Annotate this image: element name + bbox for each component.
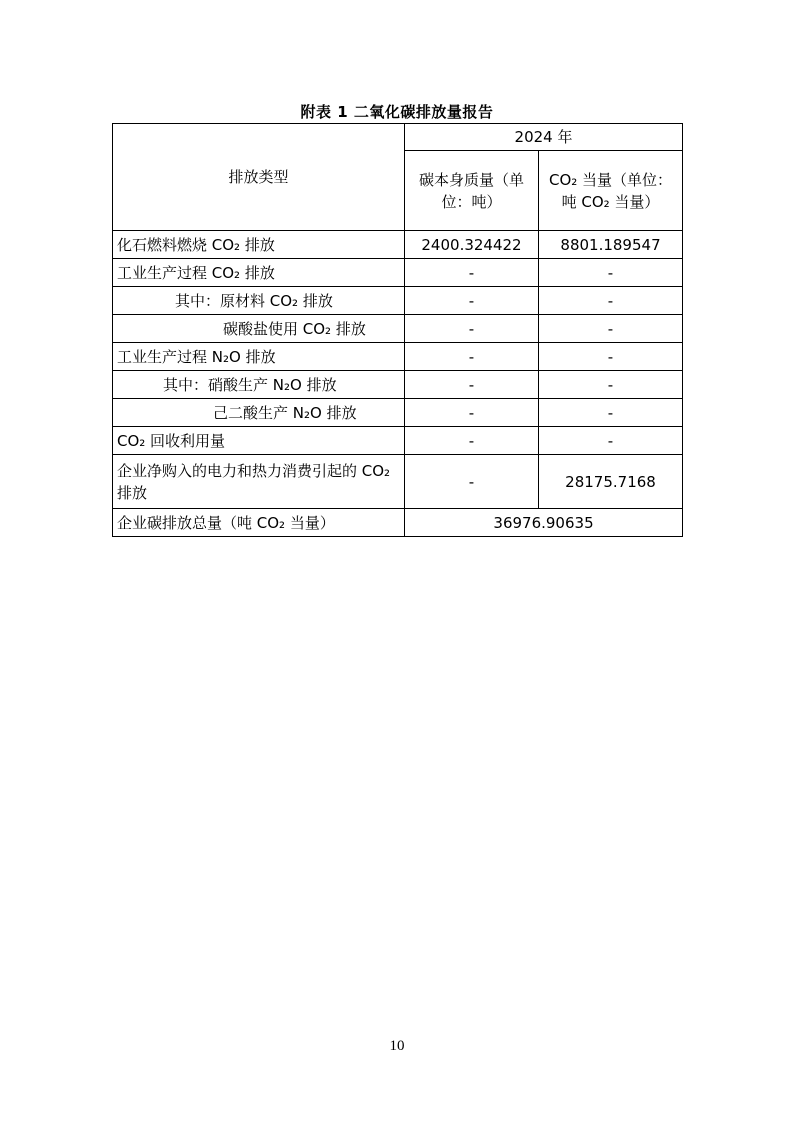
row-label: 企业净购入的电力和热力消费引起的 CO₂ 排放 [113,455,405,509]
year-header: 2024 年 [405,124,683,151]
equivalent-value: - [539,287,683,315]
table-row [113,315,683,343]
mass-value: - [405,259,539,287]
equivalent-column-header: CO₂ 当量（单位：吨 CO₂ 当量） [539,151,683,231]
table-row [113,343,683,371]
mass-column-header: 碳本身质量（单位：吨） [405,151,539,231]
equivalent-value: - [539,343,683,371]
mass-value: - [405,287,539,315]
table-row [113,399,683,427]
mass-value: - [405,371,539,399]
page-number: 10 [389,1038,405,1054]
equivalent-value: - [539,371,683,399]
total-label: 企业碳排放总量（吨 CO₂ 当量） [113,509,405,537]
row-label: 其中：硝酸生产 N₂O 排放 [113,371,405,399]
emissions-report-table [112,123,683,537]
equivalent-value: - [539,427,683,455]
row-label: CO₂ 回收利用量 [113,427,405,455]
row-label: 其中：原材料 CO₂ 排放 [113,287,405,315]
equivalent-value: - [539,259,683,287]
table-row [113,259,683,287]
row-label: 工业生产过程 N₂O 排放 [113,343,405,371]
equivalent-value: - [539,315,683,343]
table-row [113,287,683,315]
mass-value: - [405,455,539,509]
total-value: 36976.90635 [405,509,683,537]
row-label: 化石燃料燃烧 CO₂ 排放 [113,231,405,259]
mass-value: - [405,427,539,455]
mass-value: - [405,399,539,427]
row-label: 工业生产过程 CO₂ 排放 [113,259,405,287]
table-title: 附表 1 二氧化碳排放量报告 [300,103,494,121]
table-row [113,371,683,399]
table-row [113,231,683,259]
mass-value: - [405,315,539,343]
row-label: 己二酸生产 N₂O 排放 [113,399,405,427]
mass-value: - [405,343,539,371]
equivalent-value: 28175.7168 [539,455,683,509]
total-row [113,509,683,537]
mass-value: 2400.324422 [405,231,539,259]
row-label: 碳酸盐使用 CO₂ 排放 [113,315,405,343]
table-row [113,455,683,509]
table-row [113,427,683,455]
equivalent-value: 8801.189547 [539,231,683,259]
equivalent-value: - [539,399,683,427]
emission-type-header: 排放类型 [113,124,405,231]
